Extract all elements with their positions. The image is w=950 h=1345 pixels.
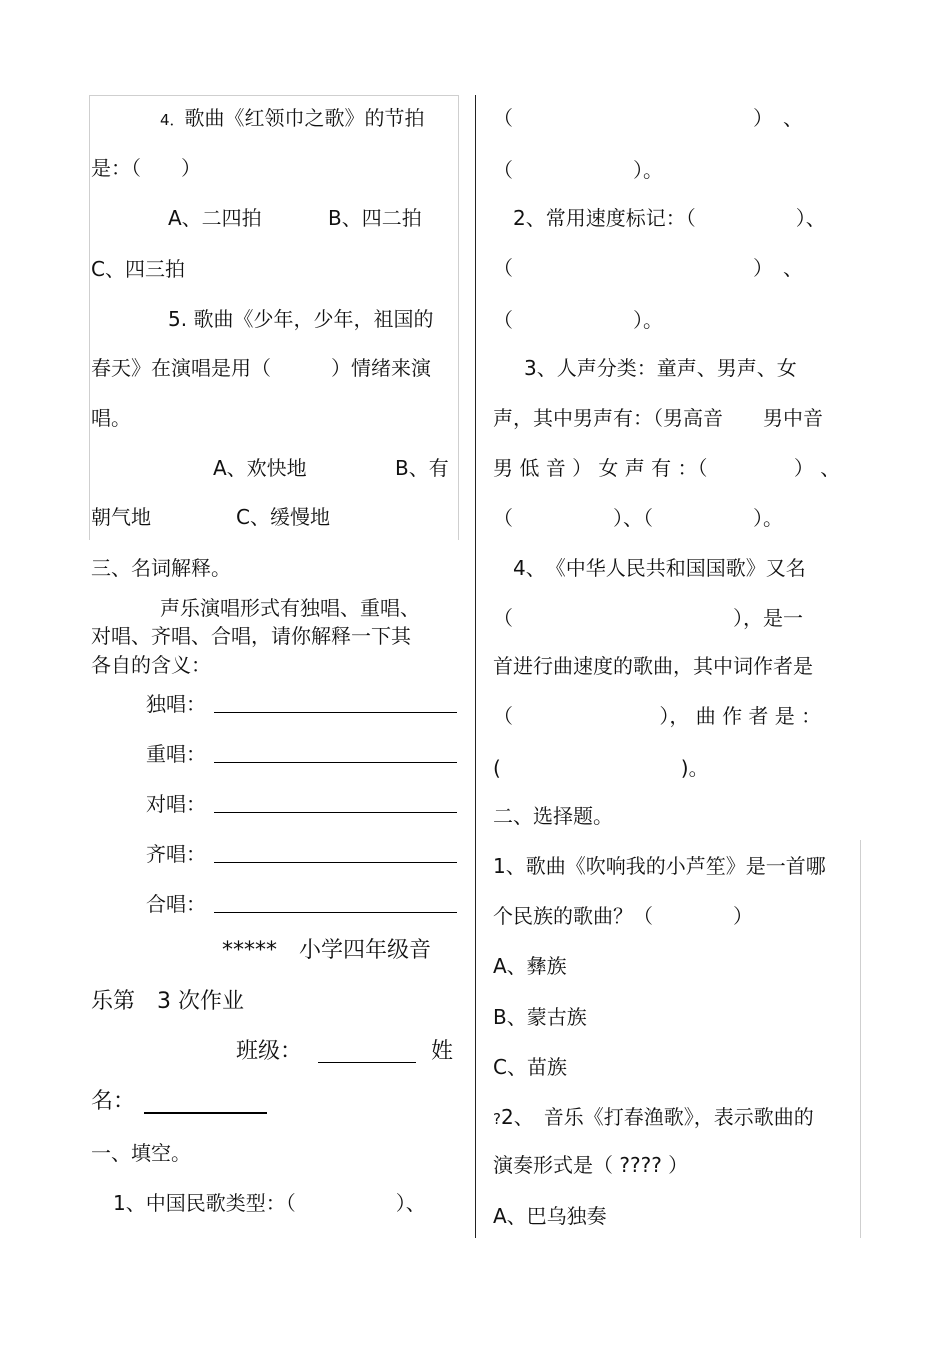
q4-line2: 是：（ ）	[91, 156, 201, 180]
choice-q1-line2: 个民族的歌曲？（ ）	[493, 904, 753, 928]
homework-title-line2: 乐第 3 次作业	[91, 989, 244, 1014]
q5-option-c: C、缓慢地	[236, 505, 330, 529]
fill-q2-line1: 2、常用速度标记：（ ）、	[513, 206, 826, 230]
q4-number: 4．	[160, 111, 185, 129]
class-answer-line[interactable]	[318, 1062, 416, 1063]
choice-q2-line1	[493, 1104, 814, 1132]
choice-q2-line2: 演奏形式是（ ???? ）	[493, 1153, 689, 1177]
choice-q2-option-a: A、巴乌独奏	[493, 1204, 607, 1228]
left-box-left-border	[89, 95, 90, 540]
fill-q2-line2: （ ） 、	[493, 256, 803, 280]
fill-q2-line3: （ ）。	[493, 308, 663, 332]
term-duet-label: 对唱：	[146, 792, 206, 816]
section2-title: 二、选择题。	[493, 804, 613, 828]
term-chorus-answer-line[interactable]	[214, 912, 457, 913]
term-duet-answer-line[interactable]	[214, 812, 457, 813]
fill-q3-line3: 男 低 音 ） 女 声 有 ：（ ） 、	[493, 456, 841, 480]
fill-q1-line1: 1、中国民歌类型：（ ）、	[113, 1191, 426, 1215]
section3-title: 三、名词解释。	[91, 556, 231, 580]
q4-text: 歌曲《红领巾之歌》的节拍	[184, 106, 425, 130]
section3-para-line2: 对唱、齐唱、合唱，请你解释一下其	[91, 624, 411, 648]
term-unison-label: 齐唱：	[146, 842, 206, 866]
fill-q1-line3: （ ）。	[493, 158, 663, 182]
section3-para-line3: 各自的含义：	[91, 653, 211, 677]
column-divider	[475, 95, 476, 1238]
q5-option-a: A、欢快地	[213, 456, 307, 480]
left-box-top-border	[89, 95, 459, 96]
fill-q4-line5: ( )。	[493, 756, 709, 780]
name-answer-line[interactable]	[144, 1112, 267, 1114]
term-chorus-label: 合唱：	[146, 892, 206, 916]
q5-option-b: B、有	[395, 456, 449, 480]
term-solo-answer-line[interactable]	[214, 712, 457, 713]
term-solo-label: 独唱：	[146, 692, 206, 716]
name-label-part1: 姓	[431, 1039, 454, 1064]
q5-option-b-cont: 朝气地	[91, 505, 151, 529]
fill-q4-line2: （ ），是一	[493, 606, 803, 630]
q4-option-b: B、四二拍	[328, 206, 422, 230]
fill-q3-line4: （ ）、（ ）。	[493, 506, 783, 530]
homework-title-line1: ***** 小学四年级音	[222, 938, 432, 963]
term-ensemble-label: 重唱：	[146, 742, 206, 766]
term-unison-answer-line[interactable]	[214, 862, 457, 863]
q4-option-a: A、二四拍	[168, 206, 262, 230]
choice-q2-text: 2、 音乐《打春渔歌》，表示歌曲的	[500, 1105, 814, 1129]
name-label-part2: 名：	[91, 1089, 136, 1114]
section1-title: 一、填空。	[91, 1141, 191, 1165]
q5-line2: 春天》在演唱是用（ ）情绪来演	[91, 356, 431, 380]
q4-line1	[160, 105, 425, 133]
term-ensemble-answer-line[interactable]	[214, 762, 457, 763]
right-box-right-border	[860, 840, 861, 1238]
q5-line3: 唱。	[91, 406, 131, 430]
q4-option-c: C、四三拍	[91, 257, 185, 281]
fill-q4-line1: 4、 《中华人民共和国国歌》又名	[513, 556, 806, 580]
q5-line1: 5. 歌曲《少年，少年，祖国的	[168, 307, 434, 331]
left-box-right-border	[458, 95, 459, 540]
section3-para-line1: 声乐演唱形式有独唱、重唱、	[160, 596, 420, 620]
fill-q3-line1: 3、人声分类：童声、男声、女	[524, 356, 797, 380]
fill-q3-line2: 声，其中男声有：（男高音 男中音	[493, 406, 823, 430]
choice-q1-option-a: A、彝族	[493, 954, 567, 978]
choice-q1-option-c: C、苗族	[493, 1055, 567, 1079]
fill-q4-line4: （ ）， 曲 作 者 是 ：	[493, 704, 822, 728]
fill-q1-line2: （ ） 、	[493, 106, 803, 130]
choice-q2-stray-mark: ?	[493, 1110, 501, 1128]
class-label: 班级：	[236, 1039, 303, 1064]
fill-q4-line3: 首进行曲速度的歌曲，其中词作者是	[493, 654, 813, 678]
choice-q1-line1: 1、歌曲《吹响我的小芦笙》是一首哪	[493, 854, 826, 878]
choice-q1-option-b: B、蒙古族	[493, 1005, 587, 1029]
